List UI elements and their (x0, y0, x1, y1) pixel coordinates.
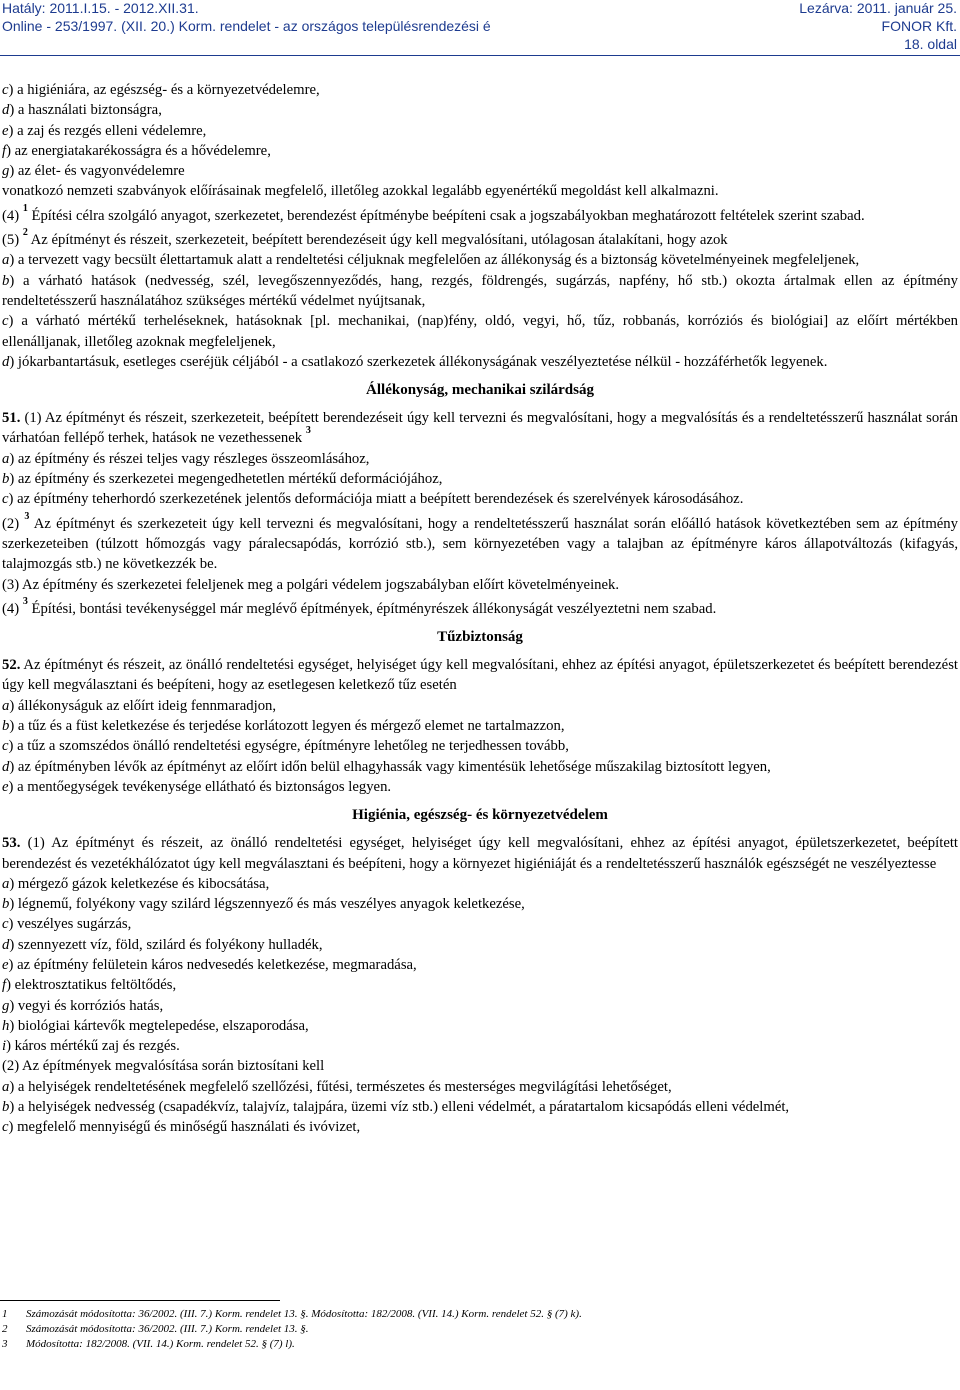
list-item: b) a tűz és a füst keletkezése és terjedése korlátozott legyen és mérgező elemet ne tartalmazzon, (2, 718, 565, 735)
page-header (0, 0, 960, 58)
footnote: 3 Módosította: 182/2008. (VII. 14.) Korm. rendelet 52. § (7) l). (2, 1338, 295, 1350)
list-item: c) az építmény teherhordó szerkezetének jelentős deformációja miatt a beépített berendezések és szerelvények károsodásához. (2, 491, 744, 508)
list-item: c) a tűz a szomszédos önálló rendeltetési egységre, építményre lehetőleg ne terjedhessen tovább, (2, 738, 569, 755)
list-item: c) megfelelő mennyiségű és minőségű használati és ivóvizet, (2, 1119, 361, 1136)
list-item: f) elektrosztatikus feltöltődés, (2, 977, 177, 994)
document-title: Online - 253/1997. (XII. 20.) Korm. rendelet - az országos településrendezési é (2, 18, 491, 34)
list-item: i) káros mértékű zaj és rezgés. (2, 1038, 180, 1055)
list-item: e) a zaj és rezgés elleni védelemre, (2, 122, 207, 139)
header-divider (0, 55, 960, 56)
list-item: c) a várható mértékű terheléseknek, hatásoknak [pl. mechanikai, (nap)fény, oldó, vegyi, hő, tűz, robbanás, korróziós és biológiai] az előírt mértékben ellenálljanak, illetőleg azoknak megfeleljenek, (2, 313, 958, 350)
publisher: FONOR Kft. (881, 18, 957, 34)
paragraph-4: (4) $^1$ Építési célra szolgáló anyagot, szerkezetet, berendezést építménybe beépíteni csak a jogszabályokban meghatározott feltételek szerint szabad. (2, 202, 865, 224)
footnote-ref[interactable]: 2 (22, 227, 28, 239)
paragraph: (2) $^3$ Az építményt és szerkezeteit úgy kell tervezni és megvalósítani, hogy a rendeltetésszerű használat során előálló hatások következtében sem az építmény szerkezeteiben (túlzott hőmozgás vagy páralecsapódás, korrózió stb.), sem környezetében vagy a talajban az építményre káros állapotváltozás (kifagyás, talajmozgás stb.) ne következzék be. (2, 510, 958, 573)
list-item: c) veszélyes sugárzás, (2, 916, 132, 933)
footnote-ref[interactable]: 3 (24, 510, 30, 522)
document-body (2, 80, 958, 1138)
paragraph: (2) Az építmények megvalósítása során biztosítani kell (2, 1058, 325, 1075)
footnote-ref[interactable]: 3 (22, 595, 28, 607)
footnote-ref[interactable]: 1 (22, 202, 28, 214)
effective-period: Hatály: 2011.I.15. - 2012.XII.31. (2, 0, 199, 16)
closed-date: Lezárva: 2011. január 25. (799, 0, 957, 16)
section-53: 53. (1) Az építményt és részeit, az önálló rendeltetési egységet, helyiséget úgy kell megvalósítani, ehhez az építési anyagot, épületszerkezetet, beépített berendezést és vezetékhálózatot úgy kell megválasztani és beépíteni, hogy a környezet higiéniáját és a rendeltetésszerű használók egészségét ne veszélyeztesse (2, 835, 958, 872)
list-item: f) az energiatakarékosságra és a hővédelemre, (2, 142, 271, 159)
list-item: d) szennyezett víz, föld, szilárd és folyékony hulladék, (2, 936, 323, 953)
list-item: b) légnemű, folyékony vagy szilárd légszennyező és más veszélyes anyagok keletkezése, (2, 896, 525, 913)
list-item: e) az építmény felületein káros nedvesedés keletkezése, megmaradása, (2, 956, 417, 973)
paragraph: (3) Az építmény és szerkezetei feleljenek meg a polgári védelem jogszabályban előírt követelményeinek. (2, 576, 620, 593)
list-item: d) az építményben lévők az építményt az előírt időn belül elhagyhassák vagy kimentésük lehetősége műszakilag biztosított legyen, (2, 758, 771, 775)
list-item: g) vegyi és korróziós hatás, (2, 997, 164, 1014)
list-item: h) biológiai kártevők megtelepedése, elszaporodása, (2, 1017, 309, 1034)
footnote: 2 Számozását módosította: 36/2002. (III. 7.) Korm. rendelet 13. §. (2, 1323, 309, 1335)
paragraph-5: (5) $^2$ Az építményt és részeit, szerkezeteit, beépített berendezéseit úgy kell megvalósítani, utólagosan átalakítani, hogy azok (2, 227, 728, 249)
list-item: a) a tervezett vagy becsült élettartamuk alatt a rendeltetési céljuknak megfelelően az állékonyság és a biztonság követelményeinek megfeleljenek, (2, 252, 860, 269)
list-item: a) az építmény és részei teljes vagy részleges összeomlásához, (2, 450, 370, 467)
section-51: 51. (1) Az építményt és részeit, szerkezeteit, beépített berendezéseit úgy kell tervezni és megvalósítani, hogy a megvalósítás és a rendeltetésszerű használat során várhatóan fellépő terhek, hatások ne vezethessenek $^3$ (2, 410, 958, 447)
section-heading: Tűzbiztonság (437, 629, 523, 646)
section-heading: Higiénia, egészség- és környezetvédelem (352, 807, 608, 824)
paragraph: vonatkozó nemzeti szabványok előírásainak megfelelő, illetőleg azokkal legalább egyenértékű megoldást kell alkalmazni. (2, 183, 719, 200)
list-item: a) a helyiségek rendeltetésének megfelelő szellőzési, fűtési, természetes és mesterséges megvilágítási lehetőséget, (2, 1078, 672, 1095)
list-item: a) állékonyságuk az előírt ideig fennmaradjon, (2, 697, 277, 714)
list-item: b) a helyiségek nedvesség (csapadékvíz, talajvíz, talajpára, üzemi víz stb.) elleni védelmét, a páratartalom kicsapódás elleni védelmét, (2, 1099, 790, 1116)
list-item: c) a higiéniára, az egészség- és a környezetvédelemre, (2, 82, 320, 98)
list-item: b) a várható hatások (nedvesség, szél, levegőszennyeződés, hang, rezgés, földrengés, sugárzás, napfény, hő stb.) okozta ártalmak ellen az építmény rendeltetésszerű használatához szükséges mértékű védelmet nyújtsanak, (2, 272, 958, 309)
list-item: g) az élet- és vagyonvédelemre (2, 163, 185, 180)
list-item: e) a mentőegységek tevékenysége ellátható és biztonságos legyen. (2, 778, 392, 795)
list-item: b) az építmény és szerkezetei megengedhetetlen mértékű deformációjához, (2, 471, 443, 488)
footnote-divider (0, 1300, 280, 1301)
list-item: d) a használati biztonságra, (2, 102, 162, 119)
page-number: 18. oldal (904, 36, 957, 52)
footnote: 1 Számozását módosította: 36/2002. (III. 7.) Korm. rendelet 13. §. Módosította: 182/2008. (VII. 14.) Korm. rendelet 52. § (7) k). (2, 1308, 582, 1320)
footnote-ref[interactable]: 3 (305, 425, 311, 437)
section-52: 52. Az építményt és részeit, az önálló rendeltetési egységet, helyiséget úgy kell megvalósítani, ehhez az építési anyagot, épületszerkezetet és beépített berendezést úgy kell megválasztani és beépíteni, hogy az esetlegesen keletkező tűz esetén (2, 657, 958, 694)
list-item: d) jókarbantartásuk, esetleges cseréjük céljából - a csatlakozó szerkezetek állékonyságának veszélyeztetése nélkül - hozzáférhetők legyenek. (2, 353, 828, 370)
paragraph: (4) $^3$ Építési, bontási tevékenységgel már meglévő építmények, építményrészek állékonyságát veszélyeztetni nem szabad. (2, 595, 717, 617)
footnotes (0, 1300, 960, 1352)
section-heading: Állékonyság, mechanikai szilárdság (366, 382, 594, 399)
list-item: a) mérgező gázok keletkezése és kibocsátása, (2, 875, 270, 892)
